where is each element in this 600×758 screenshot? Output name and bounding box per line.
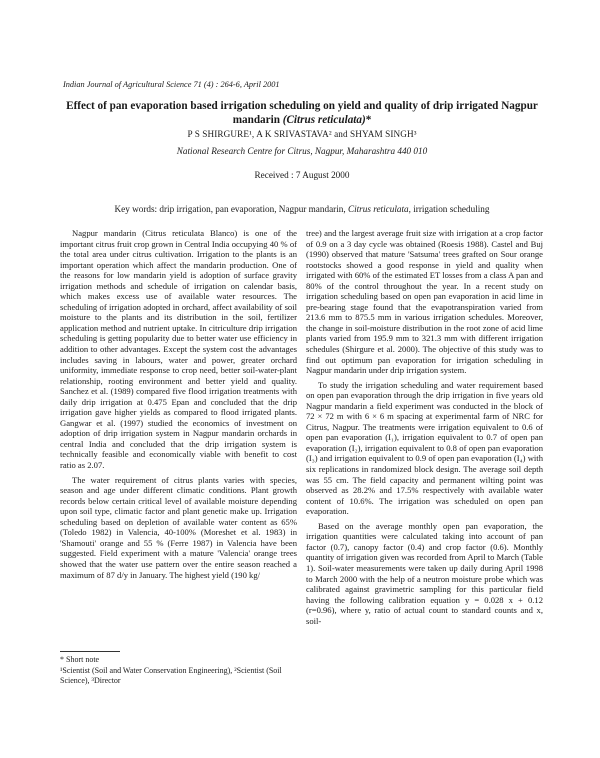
journal-citation: Indian Journal of Agricultural Science 71 (4) : 264-6, April 2001	[63, 80, 280, 89]
right-paragraph-2: To study the irrigation scheduling and water requirement based on open pan evaporation through the drip irrigation in five years old Nagpur mandarin a field experiment was conducted in the block of 72 × 72 m with 6 × 6 m spacing at experimental farm of NRC for Citrus, Nagpur. The treatments were irrigation equivalent to 0.6 of open pan evaporation (I₁), irrigation equivalent to 0.7 of open pan evaporation (I₂), irrigation equivalent to 0.8 of open pan evaporation (I₃) and irrigation equivalent to 0.9 of open pan evaporation (I₄) with six replications in randomized block design. The average soil depth was 55 cm. The field capacity and permanent wilting point was observed as 28.2% and 17.5% respectively with available water content of 10.6%. The irrigation was scheduled on open pan evaporation.	[306, 379, 543, 517]
author-list: P S SHIRGURE¹, A K SRIVASTAVA² and SHYAM SINGH³	[187, 129, 417, 139]
footnote-short-note: * Short note	[60, 655, 100, 664]
keywords-tail: irrigation scheduling	[413, 204, 490, 214]
keywords-species: Citrus reticulata,	[347, 204, 411, 214]
left-paragraph-2: The water requirement of citrus plants varies with species, season and age under different climatic conditions. Plant growth records below certain critical level of available moisture depending upon soil type, climatic factor and plant genetic make up. Irrigation scheduling based on depletion of available water content as 65% (Toledo 1982) in Valencia, 40-100% (Moreshet et al. 1983) in 'Shamouti' orange and 55 % (Ferre 1987) in Valencia have been suggested. Field experiment with a mature 'Valencia' orange trees showed that the water use pattern over the entire season reached a maximum of 87 d/y in January. The highest yield (190 kg/	[60, 474, 297, 580]
paper-title	[63, 99, 541, 127]
keywords-label: Key words:	[114, 204, 158, 214]
right-paragraph-1: tree) and the largest average fruit size with irrigation at a crop factor of 0.9 on a 3 day cycle was obtained (Roesis 1988). Castel and Buj (1990) observed that mature 'Satsuma' trees grafted on Sour orange rootstocks showed a good response in yield and quality when irrigated with 60% of the estimated ET losses from a class A pan and 80% of the control throughout the year. In a recent study on irrigation scheduling based on open pan evaporation in acid lime in pre-bearing stage found that the evapotranspiration varied from 213.6 mm to 875.5 mm in various irrigation schedules. Moreover, the change in soil-moisture distribution in the root zone of acid lime plants varied from 195.9 mm to 321.3 mm with different irrigation schedules (Shirgure et al. 2000). The objective of this study was to find out optimum pan evaporation for irrigation scheduling in Nagpur mandarin under drip irrigation system.	[306, 228, 543, 376]
affiliation: National Research Centre for Citrus, Nagpur, Maharashtra 440 010	[176, 146, 428, 156]
footnote-authors: ¹Scientist (Soil and Water Conservation Engineering), ²Scientist (Soil Science), ³Director	[60, 665, 282, 685]
footnote-rule	[60, 651, 120, 652]
title-marker: *	[365, 114, 372, 126]
right-column	[306, 228, 543, 630]
title-main: Effect of pan evaporation based irrigation scheduling on yield and quality of drip irrigated Nagpur mandarin	[66, 100, 538, 126]
footnotes	[60, 655, 297, 687]
keywords-line	[63, 204, 541, 214]
left-column	[60, 228, 297, 584]
received-date: Received : 7 August 2000	[254, 170, 350, 180]
title-species: (Citrus reticulata)	[282, 114, 366, 126]
left-paragraph-1: Nagpur mandarin (Citrus reticulata Blanco) is one of the important citrus fruit crop grown in Central India occupying 40 % of the total area under citrus cultivation. Irrigation to the plants is an important operation which affect the mandarin production. One of the reasons for low mandarin yield is adoption of surface gravity irrigation methods and schedule of irrigation on calendar basis, which makes excess use of available water resources. The scheduling of irrigation adopted in orchard, affect availability of soil moisture to the plants and its distribution in the soil, fertilizer application method and nutrient uptake. In citriculture drip irrigation scheduling is getting popularity due to better water use efficiency in addition to other advantages. Except the system cost the advantages includes saving in labours, water and power, greater orchard uniformity, immediate response to crop need, better soil-water-plant relationship, rooting environment and better yield and quality. Sanchez et al. (1989) compared five flood irrigation treatments with daily drip irrigation at 0.475 Epan and concluded that the drip irrigation gave higher yields as compared to flood irrigated plants. Gangwar et al. (1997) studied the economics of investment on adoption of drip irrigation system in Nagpur mandarin orchards in central India and concluded that the drip irrigation system is technically feasible and economically viable with benefit to cost ratio as 2.07.	[60, 228, 297, 471]
right-paragraph-3: Based on the average monthly open pan evaporation, the irrigation quantities were calculated taking into account of pan factor (0.7), canopy factor (0.4) and crop factor (0.6). Monthly quantity of irrigation given was recorded from April to March (Table 1). Soil-water measurements were taken up daily during April 1998 to March 2000 with the help of a neutron moisture probe which was calibrated against gravimetric sampling for this particular field having the following calibration equation y = 0.028 x + 0.12 (r=0.96), where y, ratio of actual count to standard counts and x, soil-	[306, 520, 543, 626]
keywords-text: drip irrigation, pan evaporation, Nagpur mandarin,	[159, 204, 346, 214]
